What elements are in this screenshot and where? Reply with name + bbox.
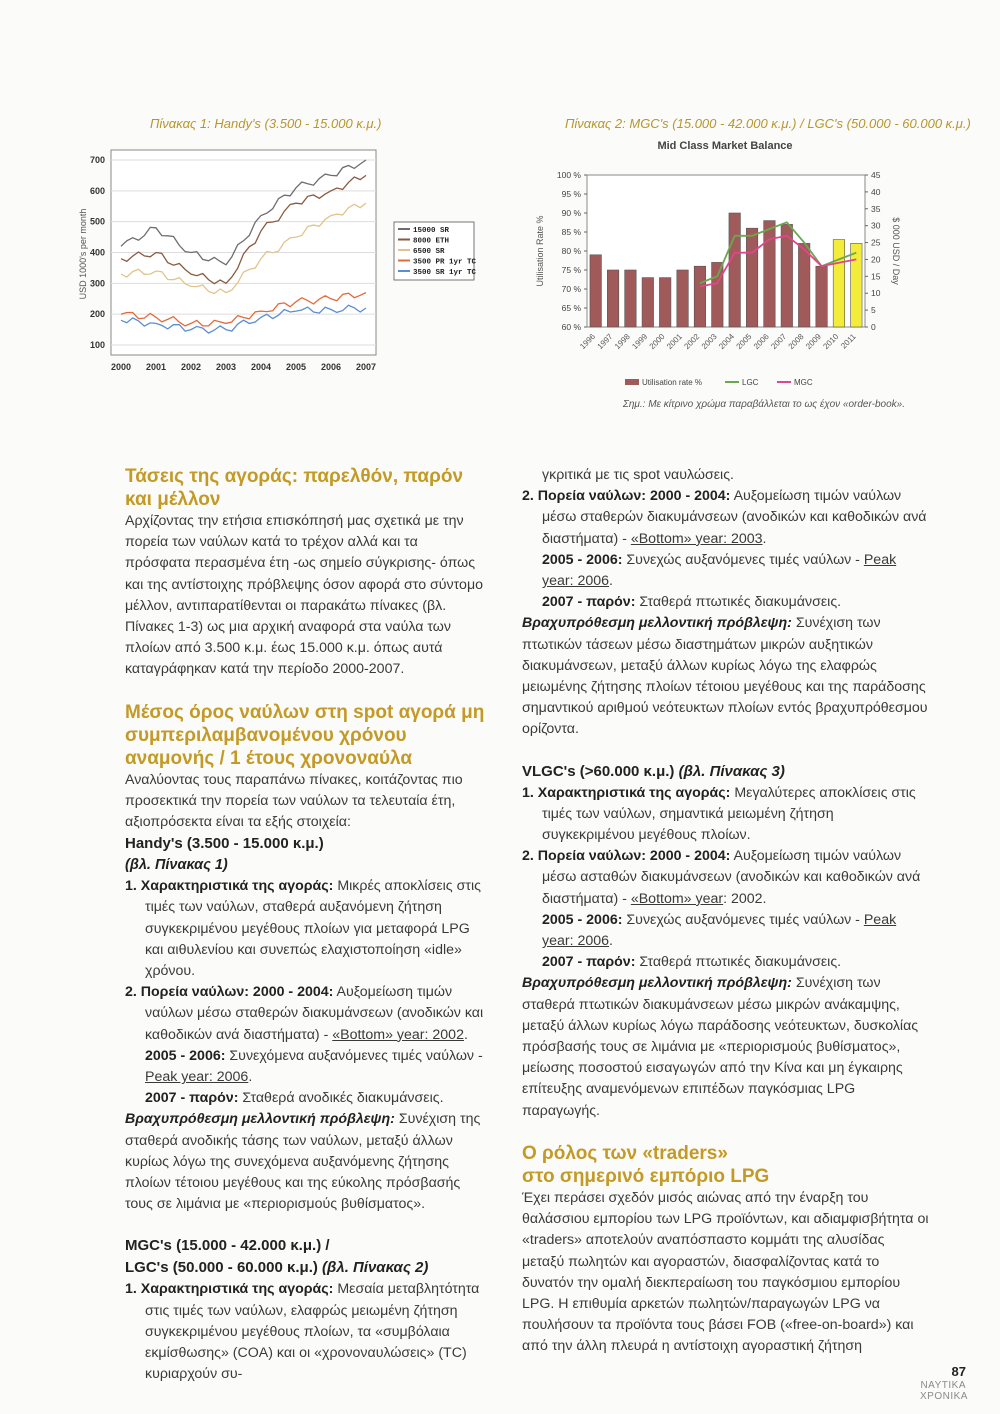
chart2-x-tick: 1996 xyxy=(578,332,598,351)
chart1-handy-rates xyxy=(76,142,486,387)
handy-item-2b: 2005 - 2006: Συνεχόμενα αυξανόμενες τιμές ναύλων - Peak year: 2006. xyxy=(145,1047,483,1086)
traders-paragraph: Έχει περάσει σχεδόν μισός αιώνας από την έναρξη του θαλάσσιου εμπορίου των LPG προϊόντων, και αδιαμφισβήτητα οι «traders» αποτελούν αναπόσπαστο κομμάτι της αλυσίδας μεταξύ πωλητών και αγοραστών, διασφαλίζοντας κατά το δυνατόν την ομαλή διεκπεραίωση του παγκόσμιου εμπορίου LPG. Η επιθυμία αρκετών πωλητών/παραγωγών LPG να πουλήσουν τα προϊόντα τους βάσει FOB («free-on-board») και από την άλλη πλευρά η αντίστοιχη αγοραστική ζήτηση xyxy=(522,1189,929,1355)
chart2-bar xyxy=(746,228,757,327)
chart1-x-tick: 2001 xyxy=(145,362,167,372)
chart2-x-tick: 2004 xyxy=(717,332,737,351)
chart2-y2-tick: 15 xyxy=(871,271,881,282)
chart2-y2-tick: 5 xyxy=(871,305,876,316)
chart1-x-tick: 2005 xyxy=(285,362,307,372)
chart2-y2-tick: 35 xyxy=(871,203,881,214)
vlgc-item-1: 1. Χαρακτηριστικά της αγοράς: Μεγαλύτερες αποκλίσεις στις τιμές των ναύλων, σημαντικά μειωμένη ζήτηση συγκεκριμένου μεγέθους πλοίων. xyxy=(522,784,916,844)
chart2-y2-tick: 30 xyxy=(871,220,881,231)
handy-item-2: 2. Πορεία ναύλων: 2000 - 2004: Αυξομείωση τιμών ναύλων μέσω σταθερών διακυμάνσεων (ανοδικών και καθοδικών ανά διαστήματα) - «Bottom» year: 2002. xyxy=(125,984,484,1043)
chart2-bar xyxy=(833,240,844,327)
chart2-bar xyxy=(659,278,670,327)
intro-paragraph: Αρχίζοντας την ετήσια επισκόπησή μας σχετικά με την πορεία των ναύλων κατά το τρέχον αλλά και τα πρόσφατα περασμένα έτη -ως σημείο σύγκρισης- όπως και της αντίστοιχης πρόβλεψης όσον αφορά στο σύντομο μέλλον, αντιπαρατίθενται οι παρακάτω πίνακες (βλ. Πίνακες 1-3) ως μια αρχική αναφορά στα ναύλα των πλοίων από 3.500 κ.μ. έως 15.000 κ.μ. όπως αυτά καταγράφηκαν κατά την περίοδο 2000-2007. xyxy=(125,513,484,678)
magazine-brand: ΝΑΥΤΙΚΑ ΧΡΟΝΙΚΑ xyxy=(920,1380,968,1402)
chart1-y-tick: 300 xyxy=(89,278,105,289)
vlgc-subheading: VLGC's (>60.000 κ.μ.) (βλ. Πίνακας 3) xyxy=(522,762,785,780)
chart2-note: Σημ.: Με κίτρινο χρώμα παραβάλλεται το ως έχον «order-book». xyxy=(622,399,905,410)
chart2-x-tick: 2002 xyxy=(682,332,702,351)
chart2-y-tick: 85 % xyxy=(561,227,581,237)
chart2-caption: Πίνακας 2: MGC's (15.000 - 42.000 κ.μ.) / LGC's (50.000 - 60.000 κ.μ.) xyxy=(565,116,971,131)
chart2-bar xyxy=(712,262,723,327)
chart1-y-tick: 500 xyxy=(89,216,105,227)
chart1-x-tick: 2007 xyxy=(355,362,377,372)
chart1-y-tick: 700 xyxy=(89,155,105,165)
analysis-paragraph: Αναλύοντας τους παραπάνω πίνακες, κοιτάζοντας πιο προσεκτικά την πορεία των ναύλων τα τελευταία έτη, αξιοπρόσεκτα είναι τα εξής στοιχεία: xyxy=(125,771,463,831)
handy-subheading: Handy's (3.500 - 15.000 κ.μ.) xyxy=(125,835,324,853)
chart2-y-tick: 70 % xyxy=(561,284,581,294)
chart1-y-axis-label: USD 1000's per month xyxy=(78,208,88,300)
heading-market-trends: Τάσεις της αγοράς: παρελθόν, παρόν και μέλλον xyxy=(125,466,464,510)
chart2-y2-axis-label: $ 000 USD / Day xyxy=(891,217,901,285)
chart2-legend-label: MGC xyxy=(794,378,813,387)
chart2-x-tick: 1998 xyxy=(612,332,632,351)
chart2-x-tick: 2005 xyxy=(734,332,754,351)
chart2-y-tick: 60 % xyxy=(561,322,581,332)
mgc-item-2: 2. Πορεία ναύλων: 2000 - 2004: Αυξομείωση τιμών ναύλων μέσω σταθερών διακυμάνσεων (ανοδικών και καθοδικών ανά διαστήματα) - «Bottom» year: 2003. xyxy=(522,488,927,547)
chart2-y2-tick: 20 xyxy=(871,254,881,265)
vlgc-forecast: Βραχυπρόθεσμη μελλοντική πρόβλεψη: Συνέχιση των σταθερά πτωτικών διακυμάνσεων μέσω μικρών ανάκαμψης, μεταξύ άλλων κυρίως λόγω παράδοσης νεότευκτων, δυσκολίας πρόσβασής τους σε λιμάνια με «περιορισμούς βυθίσματος», μείωσης ποσοστού εισαγωγών από την Κίνα και μη έγκαιρης επίτευξης αναμενόμενων επιπέδων παγκόσμιας LPG παραγωγής. xyxy=(522,975,919,1119)
chart1-legend-label: 3500 PR 1yr TC xyxy=(413,258,477,267)
chart1-x-tick: 2000 xyxy=(110,362,132,372)
chart2-x-tick: 2006 xyxy=(751,332,771,351)
chart2-x-tick: 2000 xyxy=(647,332,667,351)
chart1-y-tick: 200 xyxy=(89,309,105,320)
handy-item-2c: 2007 - παρόν: Σταθερά ανοδικές διακυμάνσεις. xyxy=(145,1090,444,1107)
mgc-item-1: 1. Χαρακτηριστικά της αγοράς: Μεσαία μεταβλητότητα στις τιμές των ναύλων, ελαφρώς μειωμένη ζήτηση συγκεκριμένου μεγέθους πλοίων, τα «συμβόλαια εκμίσθωσης» (COA) και οι «χρονοναυλώσεις» (TC) κυριαρχούν συ- xyxy=(125,1281,480,1383)
handy-item-1: 1. Χαρακτηριστικά της αγοράς: Μικρές αποκλίσεις στις τιμές των ναύλων, σταθερά αυξανόμενη ζήτηση συγκεκριμένου μεγέθους πλοίων για μεταφορά LPG και αιθυλενίου και συνεπώς ελαχιστοποίηση «idle» χρόνου. xyxy=(125,878,481,980)
chart2-legend-label: Utilisation rate % xyxy=(642,378,703,387)
chart1-legend-label: 8000 ETH xyxy=(413,237,450,246)
chart1-y-tick: 600 xyxy=(89,185,105,196)
mgc-subheading-b: LGC's (50.000 - 60.000 κ.μ.) (βλ. Πίνακας 2) xyxy=(125,1259,429,1277)
right-column xyxy=(522,465,930,1358)
chart2-y-tick: 100 % xyxy=(556,170,581,180)
chart2-title: Mid Class Market Balance xyxy=(657,140,793,152)
chart1-x-tick: 2006 xyxy=(320,362,342,372)
chart2-y2-tick: 10 xyxy=(871,288,881,299)
chart2-legend-swatch xyxy=(625,379,639,385)
chart2-y-tick: 90 % xyxy=(561,208,581,218)
chart2-market-balance xyxy=(525,135,925,415)
chart1-y-tick: 100 xyxy=(89,340,105,350)
chart2-y2-tick: 40 xyxy=(871,186,881,197)
chart2-bar xyxy=(851,243,862,327)
chart1-legend-label: 15000 SR xyxy=(413,227,450,235)
chart2-y2-tick: 45 xyxy=(871,170,881,180)
heading-traders-a: Ο ρόλος των «traders» xyxy=(522,1142,728,1164)
chart2-bar xyxy=(816,266,827,327)
chart1-x-tick: 2002 xyxy=(180,362,202,372)
chart1-caption: Πίνακας 1: Handy's (3.500 - 15.000 κ.μ.) xyxy=(150,116,382,131)
mgc-subheading-a: MGC's (15.000 - 42.000 κ.μ.) / xyxy=(125,1237,330,1255)
chart1-x-tick: 2004 xyxy=(250,362,272,372)
chart1-x-tick: 2003 xyxy=(215,362,237,372)
vlgc-item-2b: 2005 - 2006: Συνεχώς αυξανόμενες τιμές ναύλων - Peak year: 2006. xyxy=(542,911,897,950)
chart2-x-tick: 2007 xyxy=(769,332,789,351)
chart2-bar xyxy=(677,270,688,327)
chart2-bar xyxy=(798,243,809,327)
mgc-item-1-cont: γκριτικά με τις spot ναυλώσεις. xyxy=(542,467,734,483)
chart1-legend-label: 3500 SR 1yr TC xyxy=(413,269,477,277)
handy-ref: (βλ. Πίνακας 1) xyxy=(125,857,228,874)
chart2-bar xyxy=(590,255,601,327)
chart2-y-tick: 80 % xyxy=(561,246,581,256)
heading-traders-b: στο σημερινό εμπόριο LPG xyxy=(522,1165,770,1187)
chart2-x-tick: 2009 xyxy=(804,332,823,351)
chart2-x-tick: 2008 xyxy=(786,332,806,351)
chart2-x-tick: 1999 xyxy=(630,332,650,351)
chart2-legend-label: LGC xyxy=(742,378,759,387)
chart2-y-tick: 95 % xyxy=(561,189,581,199)
chart2-x-tick: 2011 xyxy=(839,332,858,351)
chart2-bar xyxy=(694,266,705,327)
heading-average-rates: Μέσος όρος ναύλων στη spot αγορά μη συμπεριλαμβανομένου χρόνου αναμονής / 1 έτους χρονοναύλα xyxy=(125,701,485,769)
chart2-bar xyxy=(642,278,653,327)
chart2-bar xyxy=(625,270,636,327)
left-column xyxy=(125,465,485,1386)
handy-forecast: Βραχυπρόθεσμη μελλοντική πρόβλεψη: Συνέχιση της σταθερά ανοδικής τάσης των ναύλων, μεταξύ άλλων κυρίως λόγω της συνεχόμενα αυξανόμενης ζήτησης πλοίων τέτοιου μεγέθους και της εύκολης πρόσβασής τους σε λιμάνια με «περιορισμούς βυθίσματος». xyxy=(125,1111,481,1213)
chart2-x-tick: 2003 xyxy=(699,332,719,351)
chart2-y2-tick: 25 xyxy=(871,237,881,248)
chart2-y2-tick: 0 xyxy=(871,322,876,332)
page-number: 87 xyxy=(951,1364,966,1379)
vlgc-item-2: 2. Πορεία ναύλων: 2000 - 2004: Αυξομείωση τιμών ναύλων μέσω ασταθών διακυμάνσεων (ανοδικών και καθοδικών ανά διαστήματα) - «Bottom» year: 2002. xyxy=(522,848,921,907)
chart2-y-axis-label: Utilisation Rate % xyxy=(535,215,545,287)
mgc-item-2c: 2007 - παρόν: Σταθερά πτωτικές διακυμάνσεις. xyxy=(542,594,842,611)
chart2-x-tick: 2010 xyxy=(821,332,841,351)
chart2-bar xyxy=(729,213,740,327)
mgc-forecast: Βραχυπρόθεσμη μελλοντική πρόβλεψη: Συνέχιση των πτωτικών τάσεων μέσω διαστημάτων μικρών αυξητικών διακυμάνσεων, μεταξύ άλλων κυρίως λόγω της ελαφρώς μειωμένης ζήτησης πλοίων τέτοιου μεγέθους και της παράδοσης σημαντικού αριθμού νεότευκτων πλοίων εντός βραχυπρόθεσμου ορίζοντα. xyxy=(522,615,928,738)
chart2-bar xyxy=(607,270,618,327)
vlgc-item-2c: 2007 - παρόν: Σταθερά πτωτικές διακυμάνσεις. xyxy=(542,954,842,971)
chart2-bar xyxy=(764,221,775,327)
chart2-x-tick: 2001 xyxy=(665,332,684,351)
chart2-x-tick: 1997 xyxy=(595,332,615,351)
chart1-legend-label: 6500 SR xyxy=(413,248,445,256)
chart1-y-tick: 400 xyxy=(89,247,105,258)
chart2-y-tick: 65 % xyxy=(561,303,581,313)
chart2-y-tick: 75 % xyxy=(561,265,581,275)
mgc-item-2b: 2005 - 2006: Συνεχώς αυξανόμενες τιμές ναύλων - Peak year: 2006. xyxy=(542,551,897,590)
